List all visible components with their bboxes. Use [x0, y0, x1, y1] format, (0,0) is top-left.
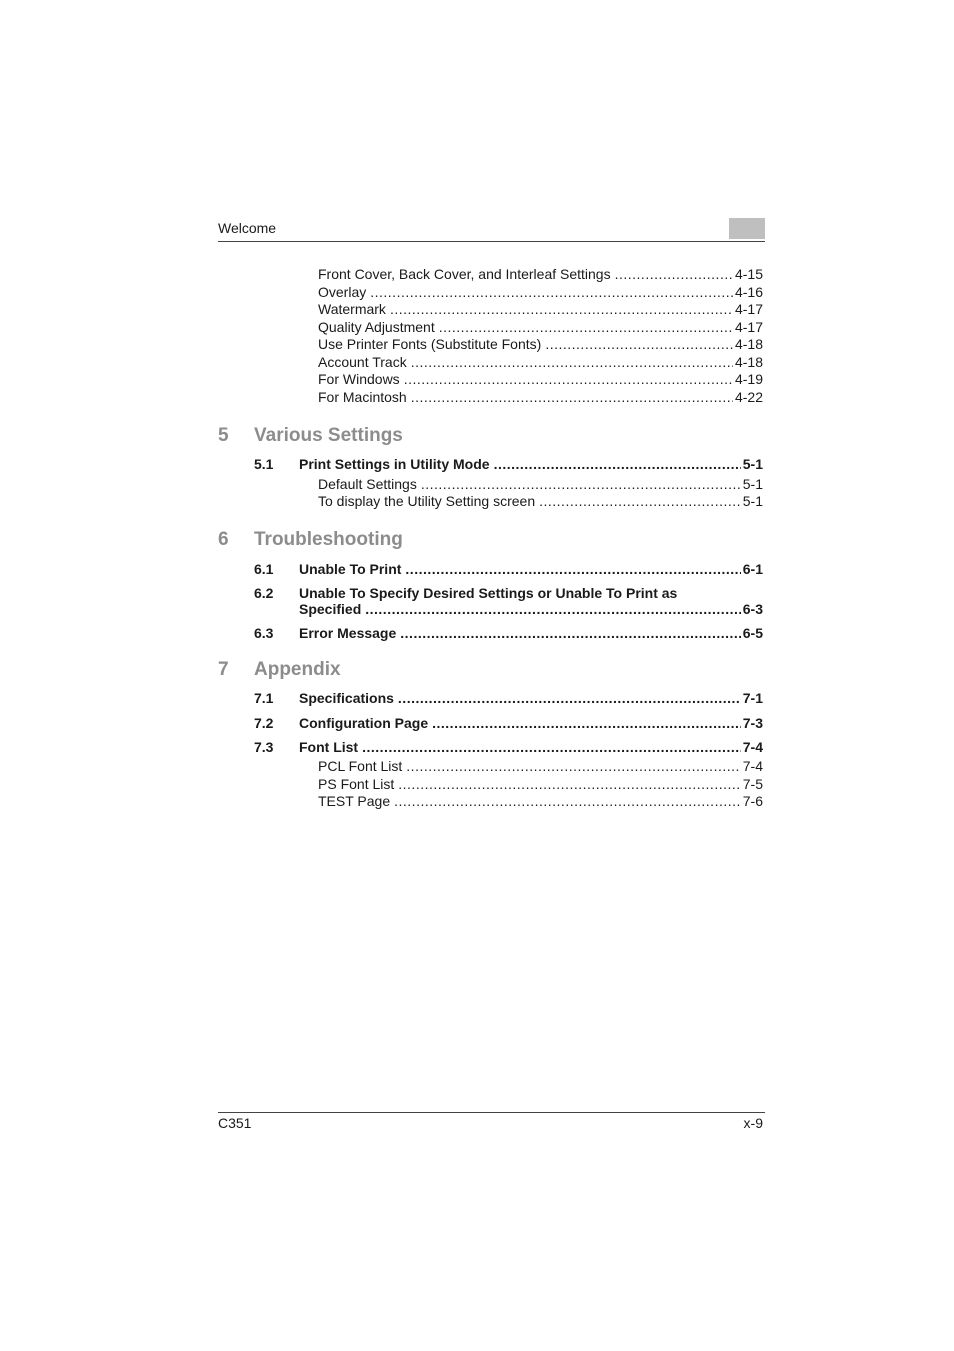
header-tab-marker: [729, 218, 765, 239]
toc-entry[interactable]: PCL Font List ..... 7-4: [318, 758, 763, 775]
section-number: 6.3: [254, 625, 274, 641]
toc-entry[interactable]: To display the Utility Setting screen ..... 5-1: [318, 493, 763, 510]
toc-section[interactable]: Configuration Page ..... 7-3: [299, 715, 763, 732]
toc-section-line1[interactable]: Unable To Specify Desired Settings or Unable To Print as: [299, 585, 678, 601]
toc-entry[interactable]: For Windows ..... 4-19: [318, 371, 763, 388]
footer-divider: [218, 1112, 765, 1113]
section-number: 7.2: [254, 715, 274, 731]
section-number: 7.1: [254, 690, 274, 706]
section-number: 6.1: [254, 561, 274, 577]
chapter-title[interactable]: Various Settings: [254, 425, 403, 446]
toc-entry[interactable]: Overlay ..... 4-16: [318, 284, 763, 301]
toc-entry[interactable]: Default Settings ..... 5-1: [318, 476, 763, 493]
chapter-number: 5: [218, 425, 229, 446]
footer-model: C351: [218, 1115, 252, 1131]
toc-section[interactable]: Specifications ..... 7-1: [299, 690, 763, 707]
toc-section[interactable]: Error Message ..... 6-5: [299, 625, 763, 642]
chapter-title[interactable]: Appendix: [254, 659, 341, 680]
toc-section[interactable]: Font List ..... 7-4: [299, 739, 763, 756]
section-number: 7.3: [254, 739, 274, 755]
section-number: 6.2: [254, 585, 274, 601]
chapter-number: 6: [218, 529, 229, 550]
toc-section[interactable]: Print Settings in Utility Mode ..... 5-1: [299, 456, 763, 473]
toc-entry[interactable]: Front Cover, Back Cover, and Interleaf Settings ..... 4-15: [318, 266, 763, 283]
toc-entry[interactable]: Quality Adjustment ..... 4-17: [318, 319, 763, 336]
chapter-number: 7: [218, 659, 229, 680]
toc-section[interactable]: Unable To Print ..... 6-1: [299, 561, 763, 578]
toc-entry[interactable]: Watermark ..... 4-17: [318, 301, 763, 318]
footer-page-number: x-9: [743, 1115, 763, 1131]
header-title: Welcome: [218, 220, 277, 236]
toc-entry[interactable]: For Macintosh ..... 4-22: [318, 389, 763, 406]
toc-entry[interactable]: Account Track ..... 4-18: [318, 354, 763, 371]
toc-section[interactable]: Specified ..... 6-3: [299, 601, 763, 618]
toc-entry[interactable]: Use Printer Fonts (Substitute Fonts) ..... 4-18: [318, 336, 763, 353]
toc-entry[interactable]: PS Font List ..... 7-5: [318, 776, 763, 793]
header-divider: [218, 241, 765, 242]
toc-entry[interactable]: TEST Page ..... 7-6: [318, 793, 763, 810]
section-number: 5.1: [254, 456, 274, 472]
chapter-title[interactable]: Troubleshooting: [254, 529, 403, 550]
